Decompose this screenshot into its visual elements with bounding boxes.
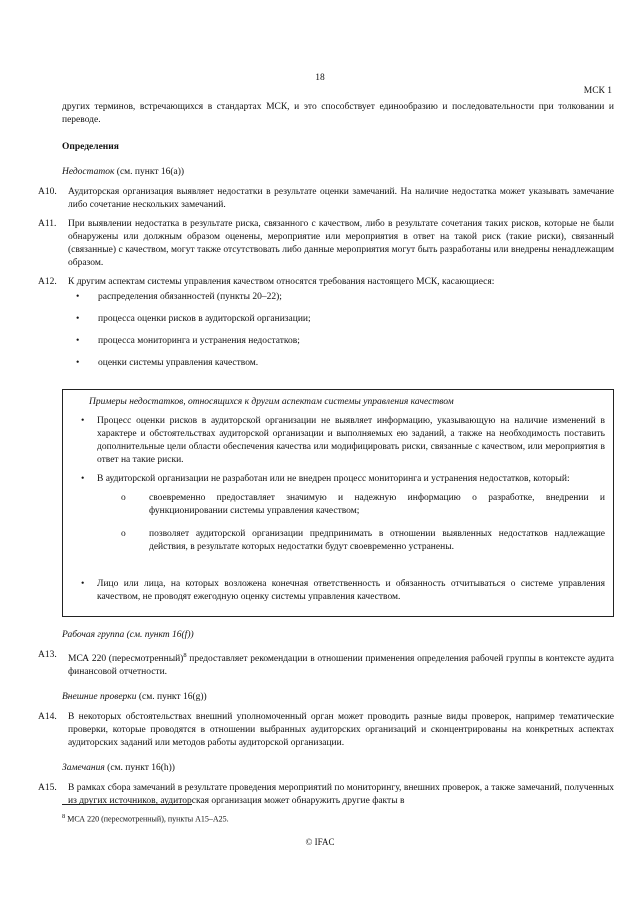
term-label: Рабочая группа (см. пункт 16(f)) (62, 630, 194, 640)
term-deficiency (62, 166, 614, 179)
page-number: 18 (315, 73, 325, 83)
paragraph-a10 (38, 186, 614, 212)
circle-bullet-icon: o (121, 529, 126, 539)
circle-bullet-icon: o (121, 493, 126, 503)
bullet-icon: • (81, 416, 85, 426)
footnote-mark: 8 (62, 813, 66, 820)
term-external-inspections (62, 691, 614, 704)
examples-box (62, 389, 614, 617)
list-item: • оценки системы управления качеством. (68, 357, 614, 370)
paragraph-a14 (38, 711, 614, 750)
sub-item-text: своевременно предоставляет значимую и надежную информацию о разработке, внедрении и функционировании системы управления качеством; (149, 493, 605, 516)
paragraph-text: В некоторых обстоятельствах внешний уполномоченный орган может проводить разные виды проверок, например тематические проверки, которые проводятся в отношении выбранных аудиторских организаций и сконцентрированы на конкретных аспектах аудиторских заданий или методов работы аудиторской организации. (68, 712, 614, 749)
bullet-icon: • (81, 579, 85, 589)
footnote-divider (62, 804, 192, 805)
bullet-icon: • (76, 292, 80, 302)
term-label: Замечания (62, 763, 105, 774)
list-item: • процесса мониторинга и устранения недостатков; (68, 335, 614, 348)
bullet-icon: • (81, 474, 85, 484)
term-ref: (см. пункт 16(g)) (136, 692, 207, 703)
footnote-text: МСА 220 (пересмотренный), пункты A15–A25. (67, 814, 229, 824)
box-item-text: В аудиторской организации не разработан или не внедрен процесс мониторинга и устранения недостатков, который: (97, 474, 570, 484)
box-item (63, 415, 605, 467)
box-item (63, 578, 605, 604)
term-engagement-team (62, 629, 614, 642)
footnote (62, 810, 229, 826)
term-label: Внешние проверки (62, 692, 137, 703)
box-item-text: Лицо или лица, на которых возложена конечная ответственность и обязанность отчитываться о системе управления качеством, не проводят ежегодную оценку системы управления качеством. (97, 579, 605, 602)
list-item: • процесса оценки рисков в аудиторской организации; (68, 313, 614, 326)
paragraph-number: A12. (38, 277, 57, 287)
bullet-icon: • (76, 336, 80, 346)
paragraph-number: A13. (38, 650, 57, 660)
paragraph-text: МСА 220 (пересмотренный)$^8$ предоставляет рекомендации в отношении применения определения рабочей группы в контексте аудита финансовой отчетности. (68, 652, 614, 678)
box-item (63, 473, 605, 564)
sub-item (121, 528, 605, 554)
paragraph-text: Аудиторская организация выявляет недостатки в результате оценки замечаний. На наличие недостатка может указывать замечание либо сочетание нескольких замечаний. (68, 187, 614, 210)
paragraph-a13 (38, 649, 614, 679)
section-title: Определения (62, 142, 119, 152)
paragraph-text: К другим аспектам системы управления качеством относятся требования настоящего МСК, касающиеся: (68, 277, 495, 287)
paragraph-a12 (38, 276, 614, 379)
paragraph-text: В рамках сбора замечаний в результате проведения мероприятий по мониторингу, внешних проверок, а также замечаний, полученных из других источников, аудиторская организация может обнаружить другие факты в (68, 783, 614, 807)
page-footer: © IFAC (305, 837, 335, 847)
bullet-icon: • (76, 314, 80, 324)
intro-paragraph: других терминов, встречающихся в стандартах МСК, и это способствует единообразию и последовательности при толковании и переводе. (62, 102, 614, 125)
bullet-icon: • (76, 358, 80, 368)
paragraph-number: A14. (38, 712, 57, 723)
paragraph-text: При выявлении недостатка в результате риска, связанного с качеством, либо в результате сочетания таких рисков, которые не были обнаружены или должным образом оценены, мероприятие или мероприятия в ответ на такой риск (такие риски), связанный (связанные) с качеством, могут также отсутствовать либо данные мероприятия могут быть разработаны или внедрены ненадлежащим образом. (68, 219, 614, 268)
sub-item (121, 492, 605, 518)
list-item: • распределения обязанностей (пункты 20–22); (68, 291, 614, 304)
term-ref: (см. пункт 16(h)) (104, 763, 175, 774)
sub-item-text: позволяет аудиторской организации предпринимать в отношении выявленных недостатков надлежащие действия, в результате которых недостатки будут своевременно устранены. (149, 529, 605, 552)
footnote-ref: 8 (183, 652, 187, 659)
document-code: МСК 1 (583, 86, 612, 96)
paragraph-a11 (38, 218, 614, 270)
bullet-list (68, 291, 614, 370)
examples-box-title: Примеры недостатков, относящихся к другим аспектам системы управления качеством (89, 397, 454, 407)
paragraph-number: A15. (38, 783, 57, 794)
term-findings (62, 762, 614, 775)
term-label: Недостаток (62, 167, 115, 177)
page-content (38, 101, 614, 814)
paragraph-number: A11. (38, 219, 57, 229)
paragraph-number: A10. (38, 187, 57, 197)
term-ref: (см. пункт 16(a)) (114, 167, 185, 177)
box-item-text: Процесс оценки рисков в аудиторской организации не выявляет информацию, указывающую на наличие изменений в характере и обстоятельствах аудиторской организации и выполняемых ею заданий, а также на необходимость поставить дополнительные цели области обеспечения качества или модифицировать риски, связанные с качеством, или мероприятия в ответ на такие риски. (97, 416, 605, 465)
